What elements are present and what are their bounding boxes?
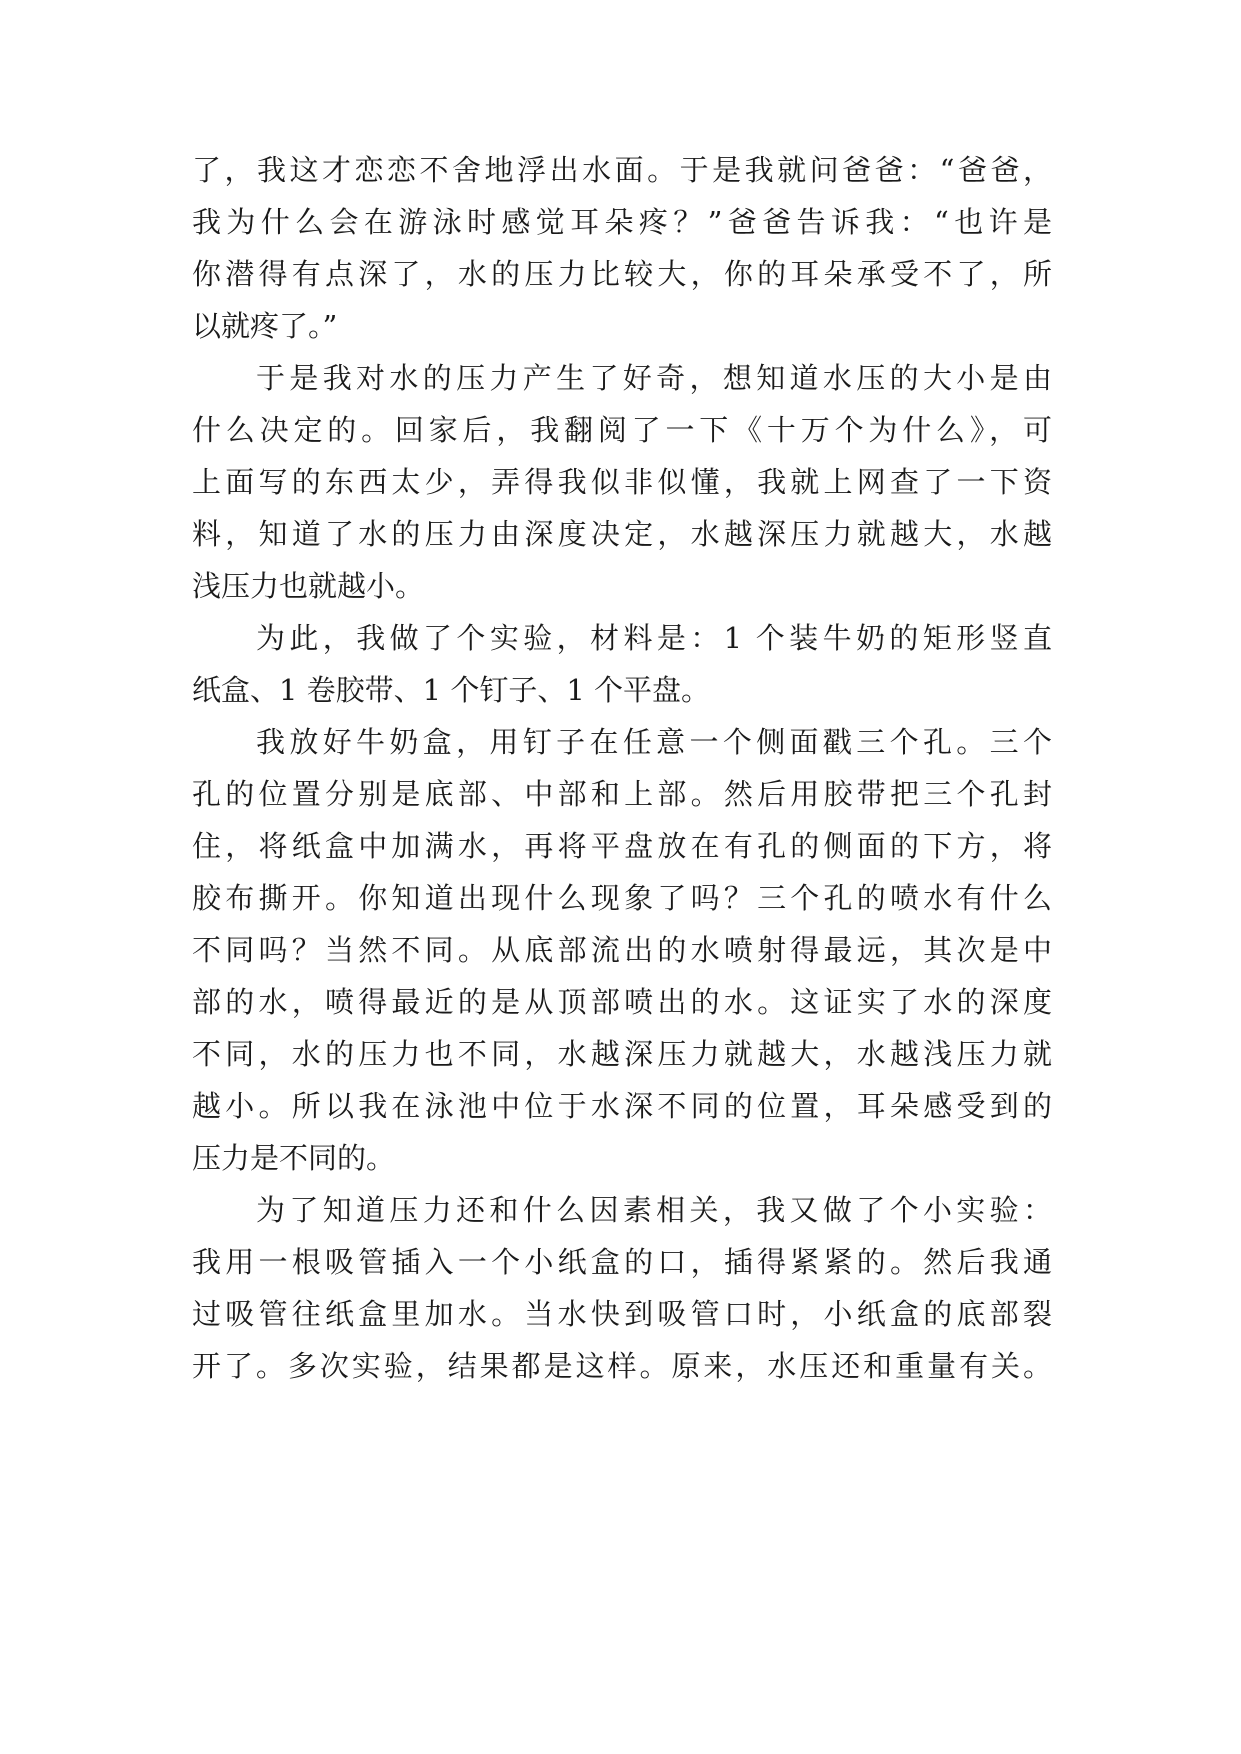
text-line: 我为什么会在游泳时感觉耳朵疼？”爸爸告诉我：“也许是 <box>192 205 1052 239</box>
text-line: 开了。多次实验，结果都是这样。原来，水压还和重量有关。 <box>192 1349 1052 1383</box>
text-line: 孔的位置分别是底部、中部和上部。然后用胶带把三个孔封 <box>192 777 1052 811</box>
text-line: 为此，我做了个实验，材料是：1 个装牛奶的矩形竖直 <box>256 621 1052 655</box>
text-line: 住，将纸盒中加满水，再将平盘放在有孔的侧面的下方，将 <box>192 829 1052 863</box>
text-line: 浅压力也就越小。 <box>192 569 425 603</box>
text-line: 越小。所以我在泳池中位于水深不同的位置，耳朵感受到的 <box>192 1089 1052 1123</box>
text-line: 纸盒、1 卷胶带、1 个钉子、1 个平盘。 <box>192 673 711 707</box>
text-line: 为了知道压力还和什么因素相关，我又做了个小实验： <box>256 1193 1052 1227</box>
text-line: 胶布撕开。你知道出现什么现象了吗？三个孔的喷水有什么 <box>192 881 1052 915</box>
text-line: 不同，水的压力也不同，水越深压力就越大，水越浅压力就 <box>192 1037 1052 1071</box>
text-line: 了，我这才恋恋不舍地浮出水面。于是我就问爸爸：“爸爸， <box>192 153 1052 187</box>
text-line: 我放好牛奶盒，用钉子在任意一个侧面戳三个孔。三个 <box>256 725 1052 759</box>
text-line: 过吸管往纸盒里加水。当水快到吸管口时，小纸盒的底部裂 <box>192 1297 1052 1331</box>
text-line: 我用一根吸管插入一个小纸盒的口，插得紧紧的。然后我通 <box>192 1245 1052 1279</box>
text-line: 什么决定的。回家后，我翻阅了一下《十万个为什么》，可 <box>192 413 1052 447</box>
text-line: 压力是不同的。 <box>192 1141 396 1175</box>
text-line: 上面写的东西太少，弄得我似非似懂，我就上网查了一下资 <box>192 465 1052 499</box>
text-line: 你潜得有点深了，水的压力比较大，你的耳朵承受不了，所 <box>192 257 1052 291</box>
text-line: 以就疼了。” <box>192 309 338 343</box>
text-line: 料，知道了水的压力由深度决定，水越深压力就越大，水越 <box>192 517 1052 551</box>
text-line: 于是我对水的压力产生了好奇，想知道水压的大小是由 <box>256 361 1052 395</box>
text-line: 部的水，喷得最近的是从顶部喷出的水。这证实了水的深度 <box>192 985 1052 1019</box>
text-line: 不同吗？当然不同。从底部流出的水喷射得最远，其次是中 <box>192 933 1052 967</box>
